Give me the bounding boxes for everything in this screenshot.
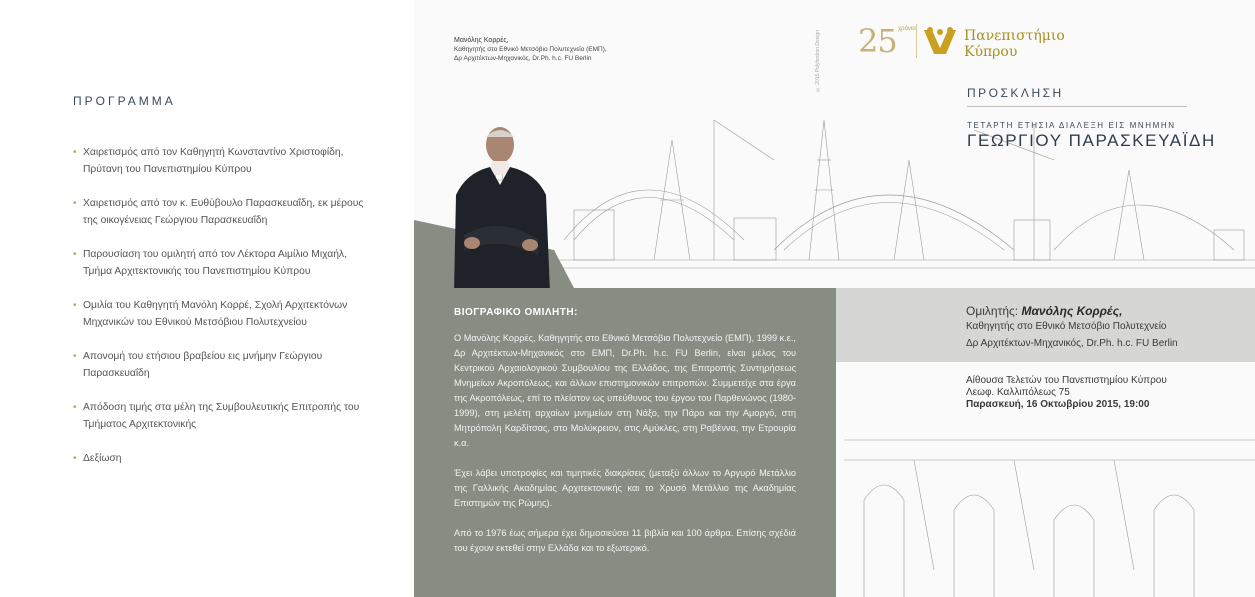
logo-divider [916,24,917,58]
program-item: • Δεξίωση [73,451,373,468]
program-item: • Απονομή του ετήσιου βραβείου εις μνήμην Γεώργιου Παρασκευαΐδη [73,349,373,382]
bio-paragraph: Έχει λάβει υποτροφίες και τιμητικές διακρίσεις (μεταξύ άλλων το Αργυρό Μετάλλιο της Γαλλικής Ακαδημίας Αρχιτεκτονικής και το Χρυσό Μετάλλιο της Ακαδημίας Επιστημών της Ρώμης). [454,468,796,508]
program-item: • Ομιλία του Καθηγητή Μανόλη Κορρέ, Σχολή Αρχιτεκτόνων Μηχανικών του Εθνικού Μετσόβιου Πολυτεχνείου [73,298,373,331]
venue-address: Λεωφ. Καλλιπόλεως 75 [966,387,1070,398]
lecture-title: ΤΕΤΑΡΤΗ ΕΤΗΣΙΑ ΔΙΑΛΕΞΗ ΕΙΣ ΜΝΗΜΗΝ [967,121,1176,130]
anniversary-word: χρόνια [898,26,916,32]
bio-paragraph: Από το 1976 έως σήμερα έχει δημοσιεύσει 11 βιβλία και 100 άρθρα. Επίσης σχέδιά του έχουν εκτεθεί στην Ελλάδα και το εξωτερικό. [454,528,796,553]
photo-caption [454,36,607,63]
university-name-line2: Κύπρου [964,44,1018,60]
caption-line3: Δρ Αρχιτέκτων-Μηχανικός, Dr.Ph. h.c. FU Berlin [454,55,592,62]
bio-title: ΒΙΟΓΡΑΦΙΚΟ ΟΜΙΛΗΤΗ: [454,307,578,318]
program-item: • Παρουσίαση του ομιλητή από τον Λέκτορα Αιμίλιο Μιχαήλ, Τμήμα Αρχιτεκτονικής του Πανεπιστημίου Κύπρου [73,247,373,280]
honoree-name: ΓΕΩΡΓΙΟΥ ΠΑΡΑΣΚΕΥΑΪΔΗ [967,131,1216,150]
vertical-credit: © 2015 Polyhedron Design [815,30,821,93]
university-name-line1: Πανεπιστήμιο [964,28,1065,44]
speaker-name: Μανόλης Κορρές, [1021,304,1123,318]
anniversary-number: 25 [858,22,897,60]
program-item: • Χαιρετισμός από τον Καθηγητή Κωνσταντίνο Χριστοφίδη, Πρύτανη του Πανεπιστημίου Κύπρου [73,145,373,178]
program-item: • Χαιρετισμός από τον κ. Ευθύβουλο Παρασκευαΐδη, εκ μέρους της οικογένειας Γεώργιου Παρασκευαΐδη [73,196,373,229]
speaker-degree: Δρ Αρχιτέκτων-Μηχανικός, Dr.Ph. h.c. FU Berlin [966,338,1178,349]
speaker-heading [966,304,1122,318]
program-list [73,145,373,486]
bio-paragraph: Ο Μανόλης Κορρές, Καθηγητής στο Εθνικό Μετσόβιο Πολυτεχνείο (ΕΜΠ), 1999 κ.ε., Δρ Αρχιτέκτων-Μηχανικός στο ΕΜΠ, Dr.Ph. h.c. FU Berlin, είναι μέλος του Κεντρικού Αρχαιολογικού Συμβουλίου της Ελλάδος, της Επιτροπής Συντηρήσεως Μνημείων Ακροπόλεως, και άλλων επιστημονικών επιτροπών. Συμμετείχε στα έργα της Ακροπόλεως, επί το πλείστον ως υπεύθυνος του έργου του Παρθενώνος (1980-1999), στη μελέτη αρχαίων μνημείων στη Νάξο, την Πάρο και την Αμοργό, στη Μητρόπολη Καρδίτσας, στο Μολύκρειον, στις Αμύκλες, στη Ραβέννα, την Ετρουρία κ.α. [454,333,796,448]
venue-hall: Αίθουσα Τελετών του Πανεπιστημίου Κύπρου [966,375,1167,386]
program-panel [0,0,414,597]
caption-line2: Καθηγητής στο Εθνικό Μετσόβιο Πολυτεχνείο (ΕΜΠ), [454,46,607,53]
speaker-photo [446,115,554,293]
university-logo-icon [922,26,958,56]
invitation-heading: ΠΡΟΣΚΛΗΣΗ [967,86,1064,100]
program-title: ΠΡΟΓΡΑΜΜΑ [73,94,176,108]
caption-name: Μανόλης Κορρές, [454,37,509,44]
divider [967,106,1187,107]
university-name [964,28,1065,60]
speaker-label: Ομιλητής: [966,304,1019,318]
program-item: • Απόδοση τιμής στα μέλη της Συμβουλευτικής Επιτροπής του Τμήματος Αρχιτεκτονικής [73,400,373,433]
speaker-title: Καθηγητής στο Εθνικό Μετσόβιο Πολυτεχνείο [966,321,1167,332]
event-date: Παρασκευή, 16 Οκτωβρίου 2015, 19:00 [966,399,1150,410]
